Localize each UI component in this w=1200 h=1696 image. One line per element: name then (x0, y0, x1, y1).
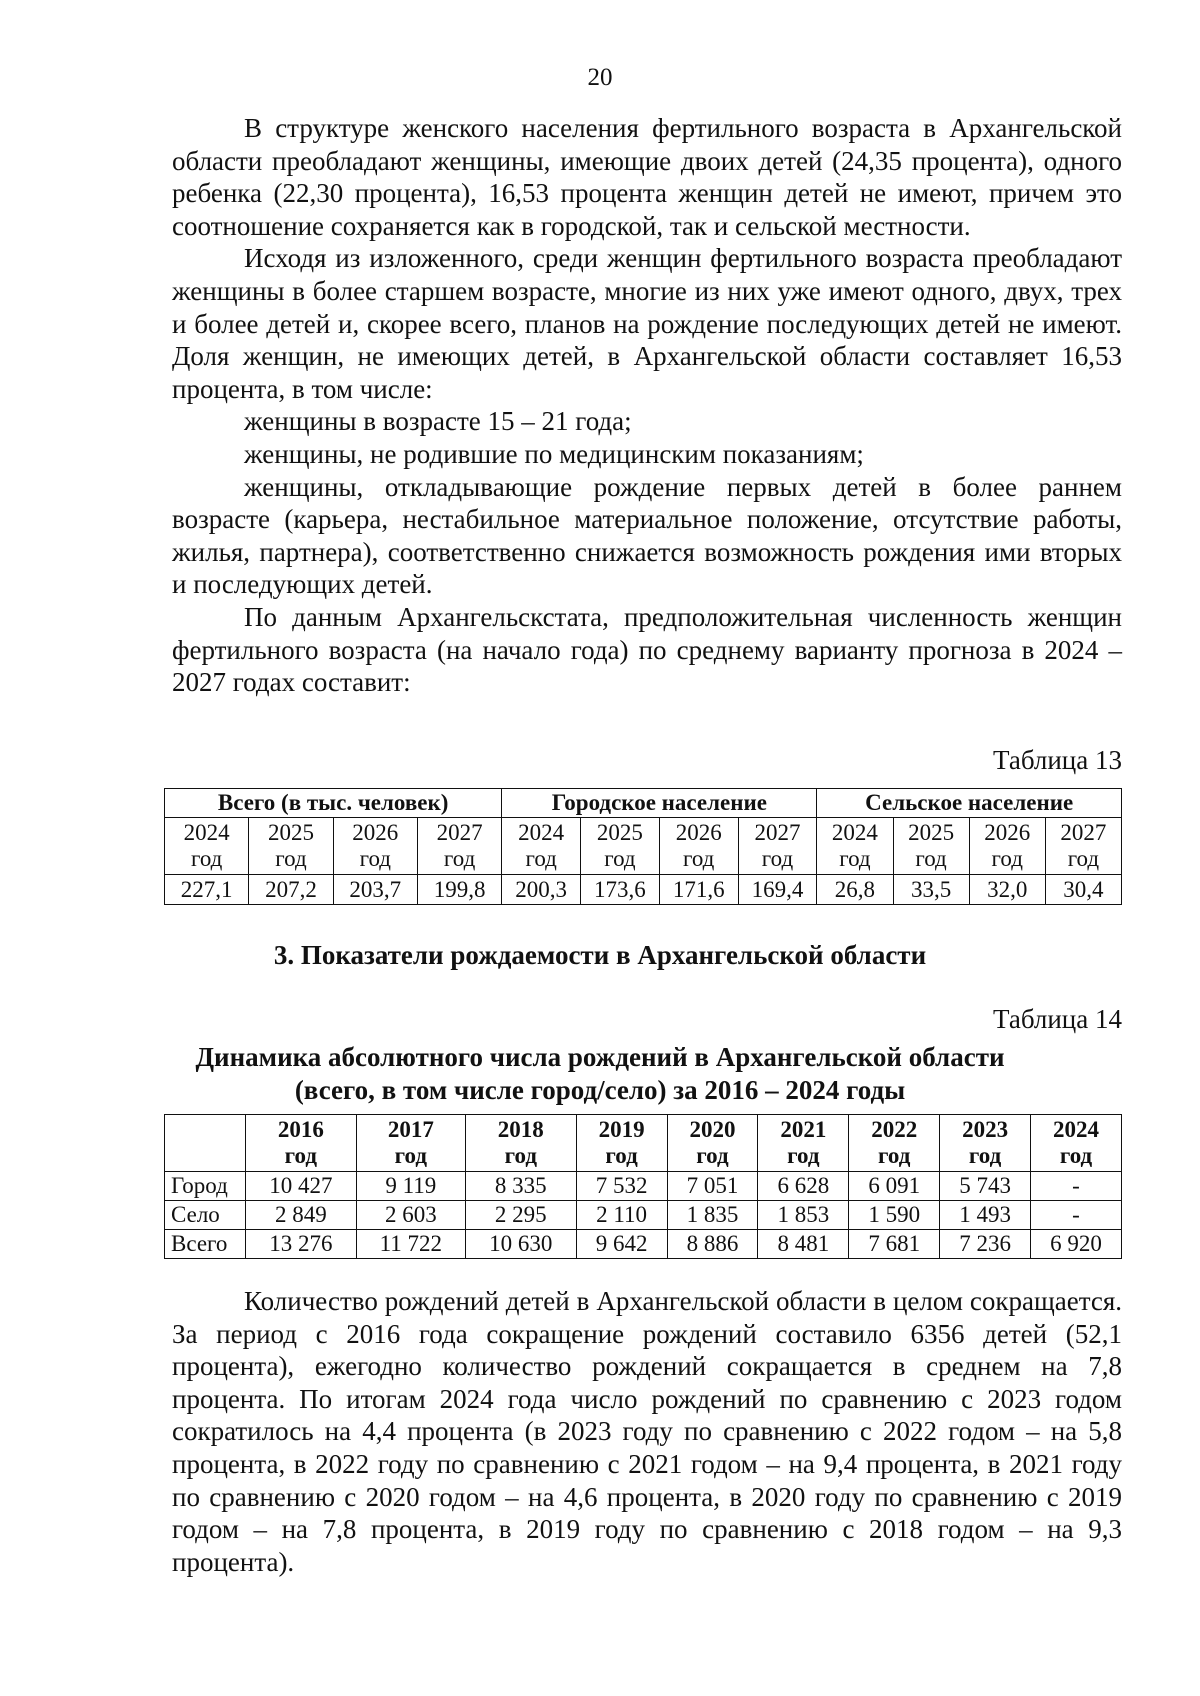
paragraph-conclusion: Исходя из изложенного, среди женщин фертильного возраста преобладают женщины в более старшем возрасте, многие из них уже имеют одного, двух, трех и более детей и, скорее всего, планов на рождение последующих детей не имеют. Доля женщин, не имеющих детей, в Архангельской области составляет 16,53 процента, в том числе: (172, 243, 1122, 404)
value-cell: 5 743 (940, 1172, 1031, 1201)
year-cell: 2024 год (817, 818, 893, 875)
year-cell: 2024 год (165, 818, 249, 875)
table-13 (164, 788, 1122, 905)
value-cell: 11 722 (356, 1230, 465, 1259)
value-cell: 30,4 (1045, 875, 1121, 905)
year-cell: 2026 год (969, 818, 1045, 875)
value-cell: - (1031, 1172, 1122, 1201)
value-cell: 7 532 (576, 1172, 667, 1201)
group-header: Сельское население (817, 789, 1122, 818)
value-cell: 9 642 (576, 1230, 667, 1259)
year-cell: 2025 год (893, 818, 969, 875)
value-cell: 173,6 (581, 875, 660, 905)
paragraph-forecast: По данным Архангельскстата, предположительная численность женщин фертильного возраста (на начало года) по среднему варианту прогноза в 2024 – 2027 годах составит: (172, 601, 1122, 698)
value-cell: 6 091 (849, 1172, 940, 1201)
value-cell: 8 335 (465, 1172, 576, 1201)
list-item: женщины, не родившие по медицинским показаниям; (244, 438, 864, 469)
year-header: 2020 год (667, 1115, 758, 1172)
year-header: 2023 год (940, 1115, 1031, 1172)
year-cell: 2027 год (417, 818, 501, 875)
year-row (165, 818, 1122, 875)
value-cell: 7 236 (940, 1230, 1031, 1259)
table-row (165, 1201, 1122, 1230)
row-header: Село (165, 1201, 246, 1230)
year-cell: 2025 год (249, 818, 333, 875)
value-cell: 171,6 (659, 875, 738, 905)
corner-cell (165, 1115, 246, 1172)
value-cell: 1 590 (849, 1201, 940, 1230)
value-cell: 9 119 (356, 1172, 465, 1201)
paragraph-structure: В структуре женского населения фертильного возраста в Архангельской области преобладают женщины, имеющие двоих детей (24,35 процента), одного ребенка (22,30 процента), 16,53 процента женщин детей не имеют, причем это соотношение сохраняется как в городской, так и сельской местности. (172, 113, 1122, 241)
value-cell: 200,3 (502, 875, 581, 905)
value-cell: 13 276 (246, 1230, 357, 1259)
value-cell: 203,7 (333, 875, 417, 905)
value-row (165, 875, 1122, 905)
value-cell: 8 481 (758, 1230, 849, 1259)
value-cell: 169,4 (738, 875, 817, 905)
year-header: 2024 год (1031, 1115, 1122, 1172)
value-cell: 10 427 (246, 1172, 357, 1201)
table-14-title (0, 1041, 1200, 1107)
year-cell: 2027 год (738, 818, 817, 875)
year-cell: 2024 год (502, 818, 581, 875)
value-cell: 26,8 (817, 875, 893, 905)
bottom-text (172, 1285, 1122, 1578)
page-number: 20 (587, 64, 613, 91)
value-cell: 2 110 (576, 1201, 667, 1230)
value-cell: 227,1 (165, 875, 249, 905)
table-14-label: Таблица 14 (993, 1004, 1122, 1034)
year-cell: 2026 год (659, 818, 738, 875)
table-row (165, 1172, 1122, 1201)
section-title: 3. Показатели рождаемости в Архангельской области (273, 940, 927, 970)
table-header-row (165, 1115, 1122, 1172)
value-cell: 1 853 (758, 1201, 849, 1230)
table-title-line: (всего, в том числе город/село) за 2016 – 2024 годы (294, 1075, 906, 1105)
table-header-row (165, 789, 1122, 818)
table-row (165, 1230, 1122, 1259)
table-14 (164, 1114, 1122, 1259)
value-cell: 199,8 (417, 875, 501, 905)
value-cell: 6 628 (758, 1172, 849, 1201)
value-cell: 1 493 (940, 1201, 1031, 1230)
value-cell: 33,5 (893, 875, 969, 905)
year-header: 2018 год (465, 1115, 576, 1172)
value-cell: 2 295 (465, 1201, 576, 1230)
year-header: 2021 год (758, 1115, 849, 1172)
value-cell: 1 835 (667, 1201, 758, 1230)
group-header: Городское население (502, 789, 817, 818)
list-item: женщины, откладывающие рождение первых детей в более раннем возрасте (карьера, нестабильное материальное положение, отсутствие работы, жилья, партнера), соответственно снижается возможность рождения ими вторых и последующих детей. (172, 471, 1122, 600)
table-title-line: Динамика абсолютного числа рождений в Архангельской области (195, 1042, 1005, 1072)
value-cell: 7 051 (667, 1172, 758, 1201)
value-cell: 8 886 (667, 1230, 758, 1259)
group-header: Всего (в тыс. человек) (165, 789, 502, 818)
value-cell: 7 681 (849, 1230, 940, 1259)
year-header: 2019 год (576, 1115, 667, 1172)
value-cell: 2 849 (246, 1201, 357, 1230)
value-cell: 10 630 (465, 1230, 576, 1259)
year-cell: 2026 год (333, 818, 417, 875)
paragraph-births: Количество рождений детей в Архангельской области в целом сокращается. За период с 2016 года сокращение рождений составило 6356 детей (52,1 процента), ежегодно количество рождений сокращается в среднем на 7,8 процента. По итогам 2024 года число рождений по сравнению с 2023 годом сократилось на 4,4 процента (в 2023 году по сравнению с 2022 годом – на 5,8 процента, в 2022 году по сравнению с 2021 годом – на 9,4 процента, в 2021 году по сравнению с 2020 годом – на 4,6 процента, в 2020 году по сравнению с 2019 годом – на 7,8 процента, в 2019 году по сравнению с 2018 годом – на 9,3 процента). (172, 1286, 1122, 1577)
value-cell: 207,2 (249, 875, 333, 905)
intro-text (172, 112, 1122, 699)
year-header: 2022 год (849, 1115, 940, 1172)
row-header: Всего (165, 1230, 246, 1259)
value-cell: 6 920 (1031, 1230, 1122, 1259)
year-header: 2016 год (246, 1115, 357, 1172)
table-13-label: Таблица 13 (993, 745, 1122, 775)
value-cell: - (1031, 1201, 1122, 1230)
year-header: 2017 год (356, 1115, 465, 1172)
year-cell: 2025 год (581, 818, 660, 875)
value-cell: 2 603 (356, 1201, 465, 1230)
year-cell: 2027 год (1045, 818, 1121, 875)
list-item: женщины в возрасте 15 – 21 года; (244, 406, 632, 437)
value-cell: 32,0 (969, 875, 1045, 905)
row-header: Город (165, 1172, 246, 1201)
